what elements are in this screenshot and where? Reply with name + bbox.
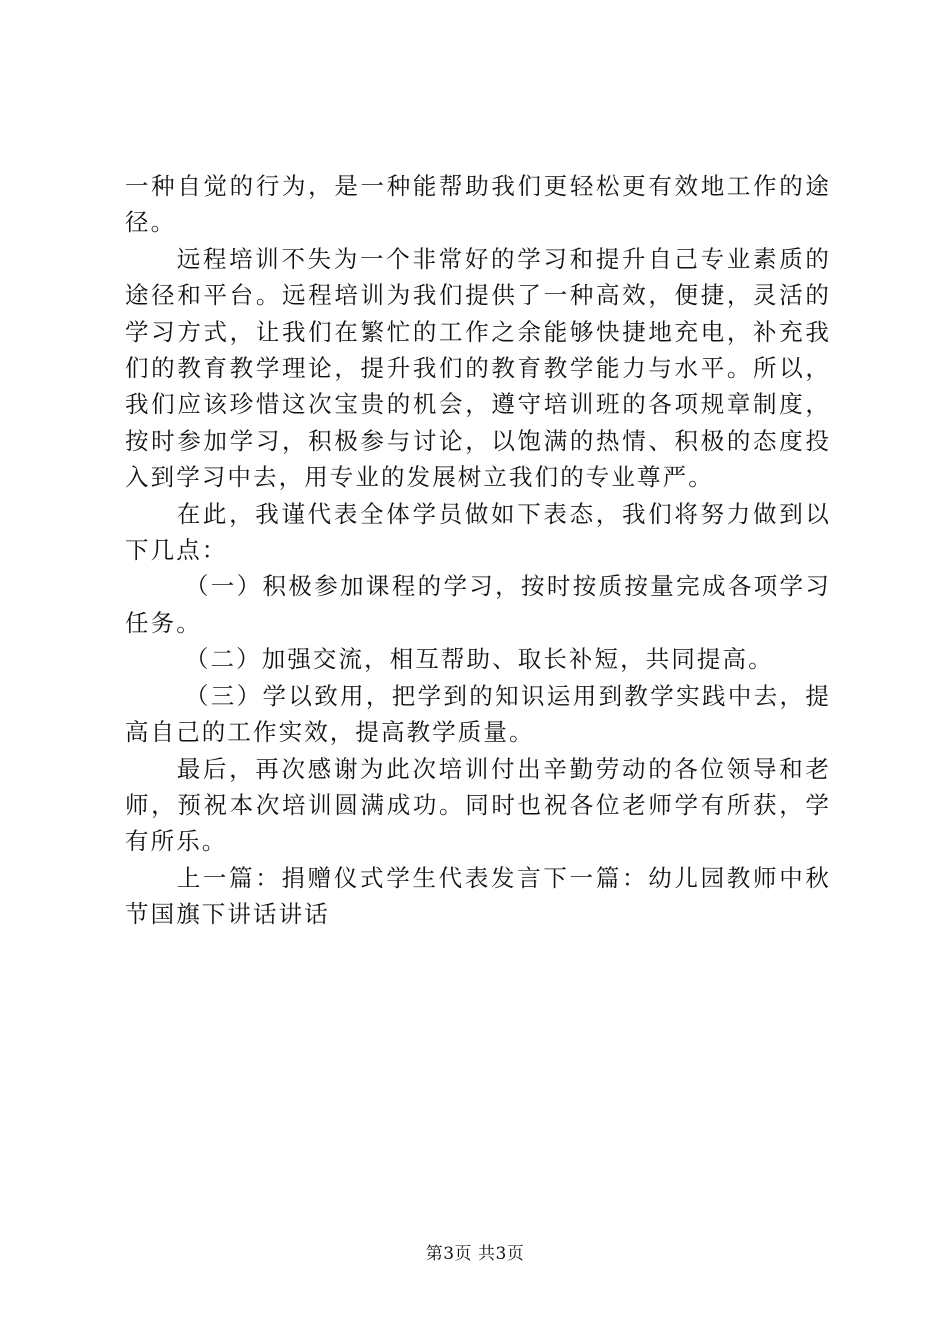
paragraph-remote-training: 远程培训不失为一个非常好的学习和提升自己专业素质的途径和平台。远程培训为我们提供了一种高效，便捷，灵活的学习方式，让我们在繁忙的工作之余能够快捷地充电，补充我们的教育教学理论，提升我们的教育教学能力与水平。所以，我们应该珍惜这次宝贵的机会，遵守培训班的各项规章制度，按时参加学习，积极参与讨论，以饱满的热情、积极的态度投入到学习中去，用专业的发展树立我们的专业尊严。	[125, 244, 831, 492]
pledge-item-3: （三）学以致用，把学到的知识运用到教学实践中去，提高自己的工作实效，提高教学质量。	[125, 681, 831, 747]
paragraph-pledge-intro: 在此，我谨代表全体学员做如下表态，我们将努力做到以下几点：	[125, 499, 831, 565]
paragraph-continuation: 一种自觉的行为，是一种能帮助我们更轻松更有效地工作的途径。	[125, 172, 831, 237]
prev-next-links[interactable]: 上一篇：捐赠仪式学生代表发言下一篇：幼儿园教师中秋节国旗下讲话讲话	[125, 863, 831, 929]
paragraph-closing: 最后，再次感谢为此次培训付出辛勤劳动的各位领导和老师，预祝本次培训圆满成功。同时也祝各位老师学有所获，学有所乐。	[125, 754, 831, 856]
pledge-item-1: （一）积极参加课程的学习，按时按质按量完成各项学习任务。	[125, 572, 831, 637]
page-number-footer: 第3页 共3页	[425, 1244, 525, 1264]
document-body	[125, 168, 831, 933]
pledge-item-2: （二）加强交流，相互帮助、取长补短，共同提高。	[184, 645, 774, 674]
